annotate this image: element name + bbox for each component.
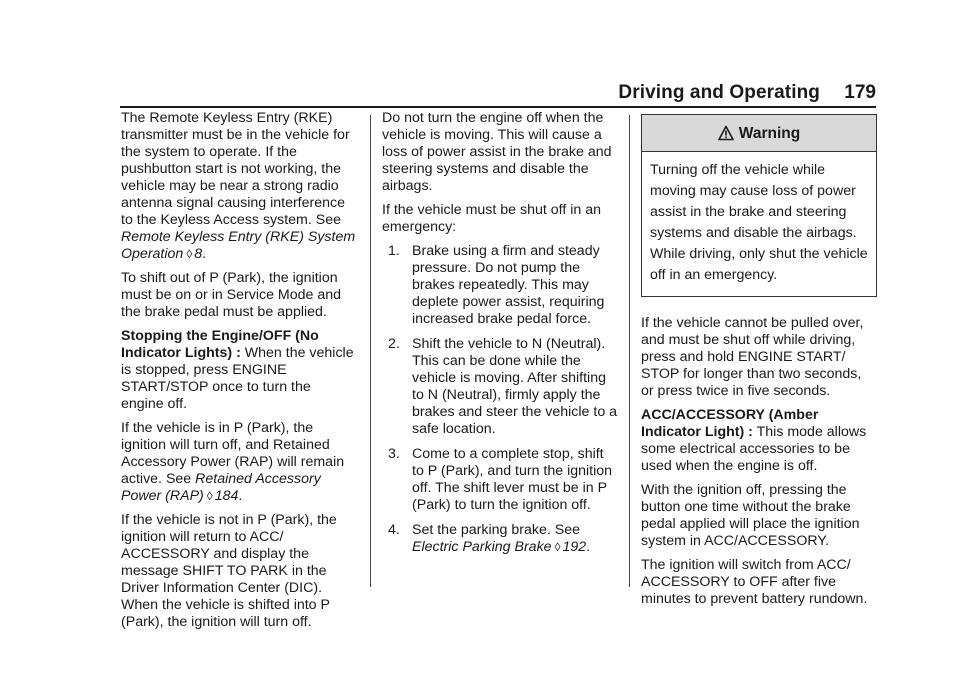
paragraph-cannot-pull-over: If the vehicle cannot be pulled over, and must be shut off while driving, press and hold ENGINE START/ STOP for longer than two seconds, or press twice in five seconds.: [641, 315, 864, 399]
warning-header: [642, 115, 876, 152]
lead-acc-accessory: ACC/ACCESSORY (Amber Indicator Light) :: [641, 407, 819, 440]
column-1: [121, 110, 357, 638]
column-divider-1: [370, 115, 371, 587]
paragraph-stopping-engine: Stopping the Engine/OFF (No Indicator Lights) : When the vehicle is stopped, press ENGINE START/STOP once to turn the engine off.: [121, 328, 354, 412]
emergency-steps-list: [382, 243, 618, 556]
paragraph-emergency: If the vehicle must be shut off in an emergency:: [382, 202, 601, 235]
paragraph-park-rap: If the vehicle is in P (Park), the ignition will turn off, and Retained Accessory Power (RAP) will remain active. See Retained Accessory Power (RAP) ◊ 184.: [121, 420, 345, 504]
list-item: 4. Set the parking brake. See Electric Parking Brake ◊ 192.: [388, 522, 591, 555]
paragraph-do-not-turn-off: Do not turn the engine off when the vehicle is moving. This will cause a loss of power assist in the brake and steering systems and disable the airbags.: [382, 110, 612, 194]
section-title: Driving and Operating: [618, 82, 820, 103]
paragraph-not-in-park: If the vehicle is not in P (Park), the ignition will return to ACC/ ACCESSORY and display the message SHIFT TO PARK in the Driver Information Center (DIC). When the vehicle is shifted into P (Park), the ignition will turn off.: [121, 512, 337, 630]
page-ref-arrow-icon: ◊: [206, 489, 213, 503]
list-item: 3. Come to a complete stop, shift to P (Park), and turn the ignition off. The shift lever must be in P (Park) to turn the ignition off.: [388, 446, 613, 513]
warning-body: Turning off the vehicle while moving may cause loss of power assist in the brake and steering systems and disable the airbags. While driving, only shut the vehicle off in an emergency.: [650, 162, 868, 283]
lead-stopping-engine: Stopping the Engine/OFF (No Indicator Lights) :: [121, 328, 319, 361]
list-item: 2. Shift the vehicle to N (Neutral). This can be done while the vehicle is moving. After shifting to N (Neutral), firmly apply the brakes and steer the vehicle to a safe location.: [388, 336, 618, 437]
paragraph-ignition-off-press: With the ignition off, pressing the button one time without the brake pedal applied will place the ignition system in ACC/ACCESSORY.: [641, 482, 860, 549]
paragraph-acc-mode: ACC/ACCESSORY (Amber Indicator Light) : This mode allows some electrical accessories to be used when the engine is off.: [641, 407, 867, 474]
page-header: [0, 0, 960, 110]
column-3: [641, 110, 877, 615]
page-ref-arrow-icon: ◊: [186, 247, 193, 261]
page-ref-arrow-icon: ◊: [554, 540, 561, 554]
warning-title: Warning: [738, 124, 801, 142]
warning-box: [641, 114, 877, 297]
link-retained-accessory-power[interactable]: Retained Accessory Power (RAP) ◊ 184: [121, 471, 321, 504]
warning-triangle-icon: [718, 125, 734, 141]
link-rke-system-operation[interactable]: Remote Keyless Entry (RKE) System Operation ◊ 8: [121, 229, 356, 262]
header-divider: [120, 106, 876, 108]
link-electric-parking-brake[interactable]: Electric Parking Brake ◊ 192: [412, 539, 587, 555]
column-divider-2: [629, 115, 630, 587]
paragraph-rke: The Remote Keyless Entry (RKE) transmitter must be in the vehicle for the system to operate. If the pushbutton start is not working, the vehicle may be near a strong radio antenna signal causing interference to the Keyless Access system. See Remote Keyless Entry (RKE) System Operation ◊ 8.: [121, 110, 356, 262]
paragraph-acc-timeout: The ignition will switch from ACC/ ACCESSORY to OFF after five minutes to prevent battery rundown.: [641, 557, 868, 607]
list-item: 1. Brake using a firm and steady pressure. Do not pump the brakes repeatedly. This may deplete power assist, requiring increased brake pedal force.: [388, 243, 605, 327]
page-number: 179: [844, 82, 876, 103]
column-2: [382, 110, 618, 564]
paragraph-shift-out-park: To shift out of P (Park), the ignition must be on or in Service Mode and the brake pedal must be applied.: [121, 270, 342, 320]
